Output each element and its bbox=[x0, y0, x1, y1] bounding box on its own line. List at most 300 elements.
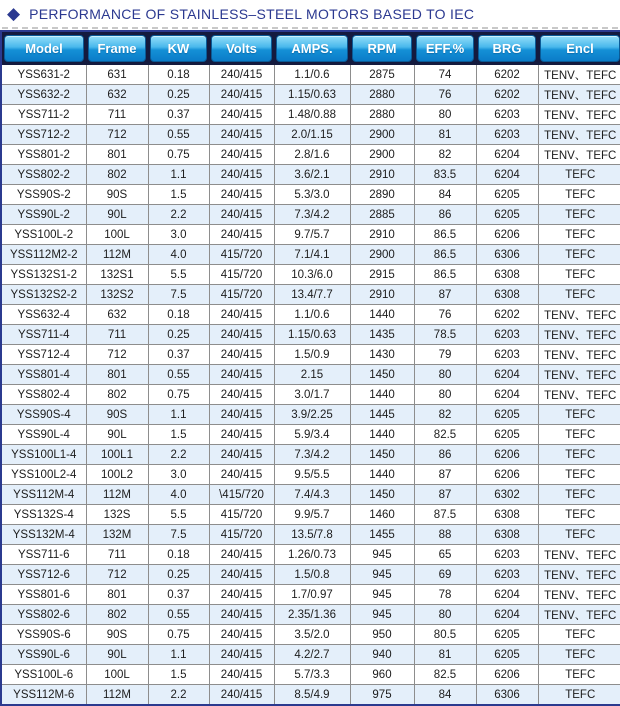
table-cell: TENV、TEFC bbox=[538, 605, 620, 625]
header-cell bbox=[86, 32, 148, 65]
table-cell: TENV、TEFC bbox=[538, 85, 620, 105]
table-cell: 6203 bbox=[476, 105, 538, 125]
table-cell: TENV、TEFC bbox=[538, 585, 620, 605]
table-cell: 240/415 bbox=[209, 345, 274, 365]
table-cell: 74 bbox=[414, 65, 476, 85]
table-cell: YSS632-2 bbox=[2, 85, 86, 105]
table-cell: 3.6/2.1 bbox=[274, 165, 350, 185]
dashed-divider bbox=[2, 27, 618, 29]
table-cell: YSS90L-6 bbox=[2, 645, 86, 665]
table-cell: 711 bbox=[86, 545, 148, 565]
table-cell: 6204 bbox=[476, 385, 538, 405]
table-cell: 1.26/0.73 bbox=[274, 545, 350, 565]
table-cell: 1.15/0.63 bbox=[274, 325, 350, 345]
table-cell: 1.1 bbox=[148, 405, 209, 425]
table-cell: TENV、TEFC bbox=[538, 305, 620, 325]
table-cell: 3.0/1.7 bbox=[274, 385, 350, 405]
table-cell: 132S2 bbox=[86, 285, 148, 305]
table-cell: 712 bbox=[86, 125, 148, 145]
table-row bbox=[2, 225, 620, 245]
table-cell: 1.5/0.8 bbox=[274, 565, 350, 585]
table-cell: 801 bbox=[86, 585, 148, 605]
table-cell: 112M bbox=[86, 485, 148, 505]
table-cell: 78.5 bbox=[414, 325, 476, 345]
table-row bbox=[2, 465, 620, 485]
column-header-button: AMPS. bbox=[276, 35, 348, 62]
table-cell: 240/415 bbox=[209, 85, 274, 105]
table-cell: 5.3/3.0 bbox=[274, 185, 350, 205]
table-row bbox=[2, 85, 620, 105]
table-cell: 945 bbox=[350, 565, 414, 585]
table-cell: 2880 bbox=[350, 105, 414, 125]
table-cell: 9.5/5.5 bbox=[274, 465, 350, 485]
table-cell: 240/415 bbox=[209, 305, 274, 325]
table-cell: 2915 bbox=[350, 265, 414, 285]
table-cell: 112M bbox=[86, 245, 148, 265]
table-row bbox=[2, 445, 620, 465]
table-cell: 9.9/5.7 bbox=[274, 505, 350, 525]
table-cell: 415/720 bbox=[209, 505, 274, 525]
table-cell: 240/415 bbox=[209, 625, 274, 645]
table-row bbox=[2, 645, 620, 665]
table-cell: 240/415 bbox=[209, 125, 274, 145]
table-cell: TENV、TEFC bbox=[538, 385, 620, 405]
table-cell: YSS802-4 bbox=[2, 385, 86, 405]
table-cell: 6206 bbox=[476, 465, 538, 485]
table-row bbox=[2, 345, 620, 365]
column-header-button: EFF.% bbox=[416, 35, 474, 62]
table-cell: 1450 bbox=[350, 445, 414, 465]
table-cell: 240/415 bbox=[209, 665, 274, 685]
table-cell: TEFC bbox=[538, 405, 620, 425]
table-cell: 240/415 bbox=[209, 145, 274, 165]
column-header-button: Frame bbox=[88, 35, 146, 62]
table-cell: 2875 bbox=[350, 65, 414, 85]
table-cell: 90S bbox=[86, 185, 148, 205]
table-cell: 712 bbox=[86, 565, 148, 585]
table-cell: 100L bbox=[86, 665, 148, 685]
table-cell: 240/415 bbox=[209, 105, 274, 125]
table-cell: 1450 bbox=[350, 485, 414, 505]
table-cell: 5.5 bbox=[148, 265, 209, 285]
table-cell: 78 bbox=[414, 585, 476, 605]
table-cell: 0.55 bbox=[148, 365, 209, 385]
table-cell: 2.15 bbox=[274, 365, 350, 385]
table-cell: 6205 bbox=[476, 425, 538, 445]
table-cell: TEFC bbox=[538, 525, 620, 545]
table-row bbox=[2, 585, 620, 605]
table-row bbox=[2, 305, 620, 325]
table-cell: 945 bbox=[350, 545, 414, 565]
table-cell: 1.5 bbox=[148, 425, 209, 445]
table-cell: 6206 bbox=[476, 225, 538, 245]
table-cell: TEFC bbox=[538, 445, 620, 465]
table-cell: 240/415 bbox=[209, 165, 274, 185]
table-cell: YSS631-2 bbox=[2, 65, 86, 85]
table-cell: 801 bbox=[86, 365, 148, 385]
table-cell: TEFC bbox=[538, 225, 620, 245]
table-cell: 80.5 bbox=[414, 625, 476, 645]
table-cell: 802 bbox=[86, 385, 148, 405]
table-cell: 90L bbox=[86, 205, 148, 225]
table-cell: TEFC bbox=[538, 465, 620, 485]
table-row bbox=[2, 505, 620, 525]
table-cell: 0.37 bbox=[148, 585, 209, 605]
table-cell: 4.0 bbox=[148, 485, 209, 505]
table-cell: 0.25 bbox=[148, 565, 209, 585]
table-cell: YSS132S2-2 bbox=[2, 285, 86, 305]
column-header-button: Encl bbox=[540, 35, 620, 62]
table-cell: TENV、TEFC bbox=[538, 545, 620, 565]
table-cell: 1440 bbox=[350, 385, 414, 405]
table-cell: 100L bbox=[86, 225, 148, 245]
table-cell: 10.3/6.0 bbox=[274, 265, 350, 285]
table-row bbox=[2, 245, 620, 265]
table-cell: 1.1/0.6 bbox=[274, 305, 350, 325]
table-cell: 240/415 bbox=[209, 445, 274, 465]
table-cell: YSS132S1-2 bbox=[2, 265, 86, 285]
table-row bbox=[2, 405, 620, 425]
table-cell: 240/415 bbox=[209, 605, 274, 625]
table-cell: 6306 bbox=[476, 685, 538, 705]
table-cell: 6203 bbox=[476, 345, 538, 365]
table-cell: 86 bbox=[414, 205, 476, 225]
table-cell: 240/415 bbox=[209, 325, 274, 345]
header-cell bbox=[350, 32, 414, 65]
table-cell: TEFC bbox=[538, 665, 620, 685]
table-cell: 240/415 bbox=[209, 225, 274, 245]
table-cell: 6204 bbox=[476, 365, 538, 385]
header-cell bbox=[2, 32, 86, 65]
table-cell: 2.35/1.36 bbox=[274, 605, 350, 625]
table-cell: YSS90S-4 bbox=[2, 405, 86, 425]
table-cell: YSS100L2-4 bbox=[2, 465, 86, 485]
table-row bbox=[2, 185, 620, 205]
table-cell: 6308 bbox=[476, 505, 538, 525]
table-cell: 0.75 bbox=[148, 625, 209, 645]
table-cell: 5.5 bbox=[148, 505, 209, 525]
table-cell: 4.0 bbox=[148, 245, 209, 265]
table-cell: TEFC bbox=[538, 645, 620, 665]
table-cell: YSS711-6 bbox=[2, 545, 86, 565]
table-row bbox=[2, 165, 620, 185]
table-cell: 240/415 bbox=[209, 685, 274, 705]
table-cell: 1.1/0.6 bbox=[274, 65, 350, 85]
table-cell: YSS90L-4 bbox=[2, 425, 86, 445]
column-header-button: Volts bbox=[211, 35, 272, 62]
table-cell: 65 bbox=[414, 545, 476, 565]
table-cell: 802 bbox=[86, 165, 148, 185]
table-cell: 975 bbox=[350, 685, 414, 705]
table-cell: 6306 bbox=[476, 245, 538, 265]
table-row bbox=[2, 285, 620, 305]
table-cell: 0.75 bbox=[148, 145, 209, 165]
table-cell: 240/415 bbox=[209, 65, 274, 85]
table-cell: 82 bbox=[414, 145, 476, 165]
table-cell: 802 bbox=[86, 605, 148, 625]
table-row bbox=[2, 545, 620, 565]
table-cell: 940 bbox=[350, 645, 414, 665]
table-cell: 945 bbox=[350, 585, 414, 605]
table-cell: 240/415 bbox=[209, 405, 274, 425]
table-cell: 6308 bbox=[476, 265, 538, 285]
table-cell: TEFC bbox=[538, 205, 620, 225]
table-cell: TEFC bbox=[565, 688, 596, 701]
table-cell: 86.5 bbox=[414, 225, 476, 245]
table-row bbox=[2, 625, 620, 645]
table-cell: 86 bbox=[414, 445, 476, 465]
table-cell: 87 bbox=[414, 485, 476, 505]
table-cell: 90L bbox=[86, 645, 148, 665]
table-cell: YSS801-6 bbox=[2, 585, 86, 605]
table-cell: 112M bbox=[86, 685, 148, 705]
table-cell: 2910 bbox=[350, 225, 414, 245]
table-cell: 960 bbox=[350, 665, 414, 685]
table-cell: 100L1 bbox=[86, 445, 148, 465]
table-cell: 6205 bbox=[476, 625, 538, 645]
motors-table-frame bbox=[0, 30, 620, 706]
table-cell: 0.18 bbox=[148, 305, 209, 325]
table-cell: YSS112M2-2 bbox=[2, 245, 86, 265]
table-cell: 7.5 bbox=[148, 525, 209, 545]
table-cell: 1440 bbox=[350, 305, 414, 325]
table-cell: 1460 bbox=[350, 505, 414, 525]
table-cell: 7.3/4.2 bbox=[274, 205, 350, 225]
table-cell: 6205 bbox=[476, 645, 538, 665]
table-cell: 1440 bbox=[350, 425, 414, 445]
table-cell: TENV、TEFC bbox=[538, 325, 620, 345]
table-cell: 1.1 bbox=[148, 645, 209, 665]
table-cell: 240/415 bbox=[209, 585, 274, 605]
table-cell: 240/415 bbox=[209, 185, 274, 205]
table-cell: 711 bbox=[86, 325, 148, 345]
table-cell: 240/415 bbox=[209, 465, 274, 485]
table-cell: 2.2 bbox=[148, 445, 209, 465]
table-cell: TEFC bbox=[538, 185, 620, 205]
table-cell: 90S bbox=[86, 625, 148, 645]
table-cell: 132S bbox=[86, 505, 148, 525]
table-row bbox=[2, 365, 620, 385]
table-cell: 132S1 bbox=[86, 265, 148, 285]
table-cell: 240/415 bbox=[209, 565, 274, 585]
table-cell: \415/720 bbox=[209, 485, 274, 505]
table-cell: YSS112M-4 bbox=[2, 485, 86, 505]
table-cell: 87.5 bbox=[414, 505, 476, 525]
table-cell: 2.2 bbox=[148, 685, 209, 705]
table-cell: 84 bbox=[414, 685, 476, 705]
column-header-button: Model bbox=[4, 35, 84, 62]
table-cell: YSS711-4 bbox=[2, 325, 86, 345]
table-cell: YSS711-2 bbox=[2, 105, 86, 125]
table-cell: 13.5/7.8 bbox=[274, 525, 350, 545]
table-cell: 80 bbox=[414, 365, 476, 385]
table-row bbox=[2, 265, 620, 285]
table-cell: 631 bbox=[86, 65, 148, 85]
table-cell: 2880 bbox=[350, 85, 414, 105]
table-cell: 1.15/0.63 bbox=[274, 85, 350, 105]
table-cell: TEFC bbox=[538, 265, 620, 285]
table-cell: 6203 bbox=[476, 125, 538, 145]
table-cell: 76 bbox=[414, 305, 476, 325]
table-cell: 7.4/4.3 bbox=[274, 485, 350, 505]
table-cell: 1.5/0.9 bbox=[274, 345, 350, 365]
table-cell: TEFC bbox=[538, 625, 620, 645]
table-cell: 6206 bbox=[476, 665, 538, 685]
header-cell bbox=[538, 32, 620, 65]
table-cell: TEFC bbox=[538, 245, 620, 265]
table-cell: 6204 bbox=[476, 585, 538, 605]
table-cell: 6206 bbox=[476, 445, 538, 465]
table-cell: 6205 bbox=[476, 205, 538, 225]
table-cell: 81 bbox=[414, 645, 476, 665]
table-cell: 90S bbox=[86, 405, 148, 425]
table-cell: 82 bbox=[414, 405, 476, 425]
table-cell: 13.4/7.7 bbox=[274, 285, 350, 305]
table-cell: 5.9/3.4 bbox=[274, 425, 350, 445]
header-cell bbox=[209, 32, 274, 65]
table-cell: 0.25 bbox=[148, 85, 209, 105]
table-cell: 7.1/4.1 bbox=[274, 245, 350, 265]
table-cell: 2900 bbox=[350, 245, 414, 265]
header-cell bbox=[148, 32, 209, 65]
table-row bbox=[2, 145, 620, 165]
table-cell: YSS712-6 bbox=[2, 565, 86, 585]
table-cell: 0.55 bbox=[148, 605, 209, 625]
page-title: PERFORMANCE OF STAINLESS–STEEL MOTORS BASED TO IEC bbox=[29, 6, 475, 22]
table-cell: 240/415 bbox=[209, 385, 274, 405]
table-cell: 632 bbox=[86, 85, 148, 105]
table-cell: 7.5 bbox=[148, 285, 209, 305]
table-cell: 0.25 bbox=[148, 325, 209, 345]
table-cell: 6308 bbox=[476, 525, 538, 545]
column-header-button: RPM bbox=[352, 35, 412, 62]
table-cell: TEFC bbox=[538, 425, 620, 445]
table-cell: 90L bbox=[86, 425, 148, 445]
table-row bbox=[2, 685, 620, 705]
table-cell: 88 bbox=[414, 525, 476, 545]
table-cell: 5.7/3.3 bbox=[274, 665, 350, 685]
table-cell: TENV、TEFC bbox=[538, 105, 620, 125]
table-row bbox=[2, 485, 620, 505]
diamond-icon: ◆ bbox=[7, 3, 21, 23]
table-cell: 0.37 bbox=[148, 105, 209, 125]
table-cell: TENV、TEFC bbox=[538, 345, 620, 365]
table-cell: TENV、TEFC bbox=[538, 145, 620, 165]
table-cell: 1.48/0.88 bbox=[274, 105, 350, 125]
table-cell: TEFC bbox=[538, 165, 620, 185]
table-cell: 1430 bbox=[350, 345, 414, 365]
table-cell: 8.5/4.9 bbox=[274, 685, 350, 705]
table-cell: 6204 bbox=[476, 145, 538, 165]
table-cell: 0.55 bbox=[148, 125, 209, 145]
table-cell: 1450 bbox=[350, 365, 414, 385]
table-row bbox=[2, 605, 620, 625]
table-cell: 945 bbox=[350, 605, 414, 625]
table-cell: 82.5 bbox=[414, 425, 476, 445]
table-cell: 712 bbox=[86, 345, 148, 365]
table-cell: YSS100L1-4 bbox=[2, 445, 86, 465]
table-cell: 6302 bbox=[476, 485, 538, 505]
table-cell: 632 bbox=[86, 305, 148, 325]
table-row bbox=[2, 125, 620, 145]
table-cell: 100L2 bbox=[86, 465, 148, 485]
table-cell: 2890 bbox=[350, 185, 414, 205]
table-cell: 6203 bbox=[476, 325, 538, 345]
table-cell: YSS90S-6 bbox=[2, 625, 86, 645]
table-cell: YSS801-4 bbox=[2, 365, 86, 385]
table-cell: TENV、TEFC bbox=[538, 565, 620, 585]
table-cell: 6204 bbox=[476, 605, 538, 625]
table-cell: 801 bbox=[86, 145, 148, 165]
table-cell: 2.0/1.15 bbox=[274, 125, 350, 145]
table-cell: 81 bbox=[414, 125, 476, 145]
table-row bbox=[2, 665, 620, 685]
table-cell: TEFC bbox=[538, 285, 620, 305]
table-cell: 1.7/0.97 bbox=[274, 585, 350, 605]
table-row bbox=[2, 385, 620, 405]
table-row bbox=[2, 565, 620, 585]
table-row bbox=[2, 325, 620, 345]
table-cell: 1.1 bbox=[148, 165, 209, 185]
table-cell: YSS132M-4 bbox=[2, 525, 86, 545]
table-cell: YSS112M-6 bbox=[2, 685, 86, 705]
table-cell: YSS100L-2 bbox=[2, 225, 86, 245]
table-cell: TEFC bbox=[538, 485, 620, 505]
column-header-button: KW bbox=[150, 35, 207, 62]
table-cell: 415/720 bbox=[209, 525, 274, 545]
table-cell: 6205 bbox=[476, 405, 538, 425]
table-row bbox=[2, 105, 620, 125]
table-cell: 6202 bbox=[476, 85, 538, 105]
table-cell: 1440 bbox=[350, 465, 414, 485]
table-cell: 0.18 bbox=[148, 545, 209, 565]
table-cell: 6204 bbox=[476, 165, 538, 185]
table-cell: 84 bbox=[414, 185, 476, 205]
table-cell: 2900 bbox=[350, 125, 414, 145]
table-cell: 0.18 bbox=[148, 65, 209, 85]
table-cell: 2885 bbox=[350, 205, 414, 225]
table-cell: 240/415 bbox=[209, 205, 274, 225]
table-cell: YSS712-2 bbox=[2, 125, 86, 145]
table-cell: 6202 bbox=[476, 305, 538, 325]
table-header-row bbox=[2, 32, 620, 65]
table-cell: 240/415 bbox=[209, 425, 274, 445]
table-cell: 0.37 bbox=[148, 345, 209, 365]
table-cell: 3.5/2.0 bbox=[274, 625, 350, 645]
table-cell: YSS132S-4 bbox=[2, 505, 86, 525]
table-cell: 69 bbox=[414, 565, 476, 585]
table-cell: 6203 bbox=[476, 545, 538, 565]
table-row bbox=[2, 205, 620, 225]
page-title-bar bbox=[0, 0, 620, 26]
table-cell: 1.5 bbox=[148, 665, 209, 685]
table-cell: 4.2/2.7 bbox=[274, 645, 350, 665]
table-cell: 415/720 bbox=[209, 285, 274, 305]
table-cell: YSS90L-2 bbox=[2, 205, 86, 225]
table-cell: 80 bbox=[414, 605, 476, 625]
table-cell: 415/720 bbox=[209, 245, 274, 265]
table-cell: 6202 bbox=[476, 65, 538, 85]
table-cell: TENV、TEFC bbox=[538, 65, 620, 85]
table-cell: 86.5 bbox=[414, 265, 476, 285]
table-cell: 79 bbox=[414, 345, 476, 365]
table-cell: 6203 bbox=[476, 565, 538, 585]
table-cell: 711 bbox=[86, 105, 148, 125]
table-row bbox=[2, 65, 620, 85]
table-cell: 3.0 bbox=[148, 225, 209, 245]
table-cell: YSS712-4 bbox=[2, 345, 86, 365]
table-cell: YSS802-2 bbox=[2, 165, 86, 185]
